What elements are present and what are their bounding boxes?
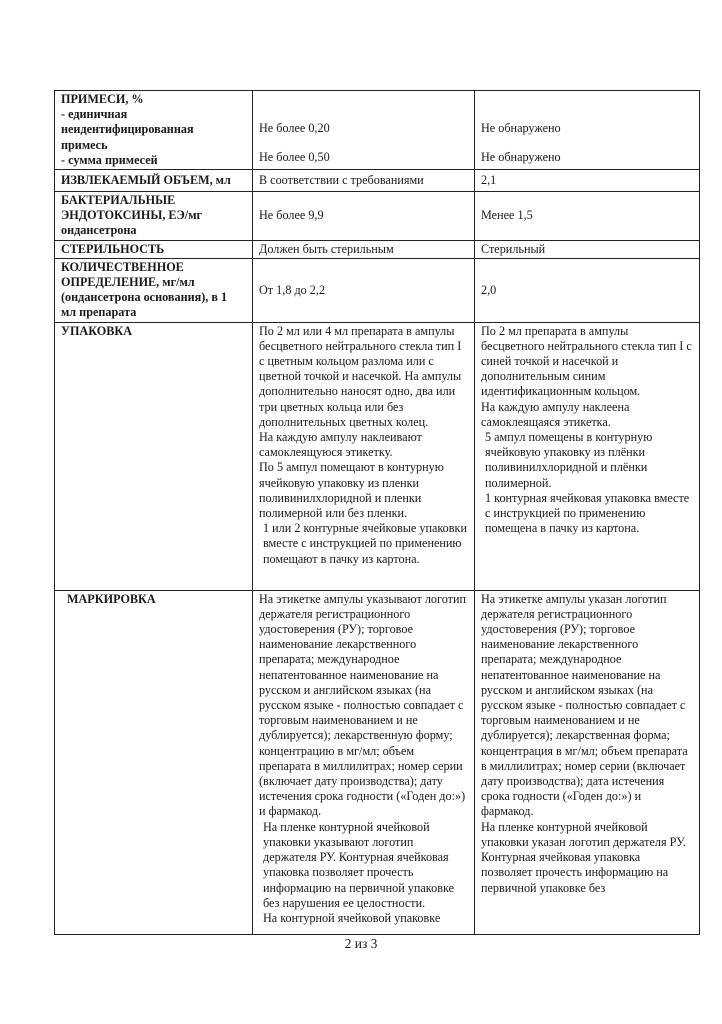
spec-paragraph: На этикетке ампулы указывают логотип держателя регистрационного удостоверения (РУ); торговое наименование лекарственного препарата; международное непатентованное наименование на русском и английском языках (на русском языке - полностью совпадает с торговым наименованием и не дублируется); лекарственную форму; концентрацию в мг/мл; объем препарата в миллилитрах; номер серии (включает дату производства); дату истечения срока годности («Годен до:») и фармакод. <box>259 591 467 819</box>
row-label: МАРКИРОВКА <box>67 591 156 606</box>
label-cell <box>55 240 253 258</box>
result-value: 2,1 <box>481 172 497 187</box>
label-line: примесь <box>61 137 108 152</box>
result-paragraph: На каждую ампулу наклеена самоклеящаяся этикетка. <box>481 399 630 429</box>
specification-table <box>54 90 700 935</box>
table-row-labelling <box>55 590 700 934</box>
label-line: БАКТЕРИАЛЬНЫЕ <box>61 193 176 208</box>
table-row-endotoxins <box>55 192 700 241</box>
row-label: УПАКОВКА <box>61 323 133 338</box>
result-paragraph: На этикетке ампулы указан логотип держателя регистрационного удостоверения (РУ); торговое наименование лекарственного препарата; международное непатентованное наименование на русском и английском языках (на русском языке - полностью совпадает с торговым наименованием и не дублируется); лекарственная форма; концентрация в мг/мл; объем препарата в миллилитрах; номер серии (включает дату производства); дата истечения срока годности («Годен до:») и фармакод. <box>481 591 688 819</box>
label-line: мл препарата <box>61 305 137 320</box>
result-paragraph: 1 контурная ячейковая упаковка вместе с инструкцией по применению помещена в пачку из картона. <box>485 490 690 536</box>
label-cell <box>55 192 253 241</box>
label-line: неидентифицированная <box>61 122 194 137</box>
result-cell <box>475 322 700 590</box>
table-row-sterility <box>55 240 700 258</box>
label-line: ОПРЕДЕЛЕНИЕ, мг/мл <box>61 275 195 290</box>
label-cell <box>55 590 253 934</box>
table-row-assay <box>55 258 700 322</box>
table-row-impurities <box>55 91 700 170</box>
spec-cell <box>253 258 475 322</box>
result-cell <box>475 192 700 241</box>
table-row-extractable-volume <box>55 170 700 192</box>
result-value: Не обнаружено <box>481 150 561 165</box>
spec-paragraph: По 2 мл или 4 мл препарата в ампулы бесцветного нейтрального стекла тип I с цветным кольцом разлома или с цветной точкой и насечкой. На ампулы дополнительно наносят одно, два или три цветных кольца или без дополнительных цветных колец. <box>259 323 462 429</box>
spec-cell <box>253 192 475 241</box>
row-label: ИЗВЛЕКАЕМЫЙ ОБЪЕМ, мл <box>61 172 231 187</box>
result-paragraph: По 2 мл препарата в ампулы бесцветного нейтрального стекла тип I с синей точкой и насечкой и дополнительным синим идентификационным кольцом. <box>481 323 692 399</box>
result-cell <box>475 91 700 170</box>
result-cell <box>475 590 700 934</box>
row-label: СТЕРИЛЬНОСТЬ <box>61 241 165 256</box>
result-cell <box>475 170 700 192</box>
spec-value: Должен быть стерильным <box>259 241 394 256</box>
label-cell <box>55 91 253 170</box>
spec-value: В соответствии с требованиями <box>259 172 424 187</box>
label-line: КОЛИЧЕСТВЕННОЕ <box>61 259 184 274</box>
label-cell <box>55 170 253 192</box>
spec-cell <box>253 322 475 590</box>
result-value: Стерильный <box>481 241 546 256</box>
result-value: Не обнаружено <box>481 121 561 135</box>
label-line: - сумма примесей <box>61 152 158 167</box>
spec-cell <box>253 170 475 192</box>
spec-cell <box>253 91 475 170</box>
spec-cell <box>253 590 475 934</box>
label-line: ондансетрона <box>61 223 137 238</box>
spec-cell <box>253 240 475 258</box>
label-line: ЭНДОТОКСИНЫ, ЕЭ/мг <box>61 208 203 223</box>
label-cell <box>55 322 253 590</box>
label-line: - единичная <box>61 107 128 122</box>
spec-value: От 1,8 до 2,2 <box>259 282 326 297</box>
result-value: 2,0 <box>481 282 497 297</box>
label-line: (ондансетрона основания), в 1 <box>61 290 228 305</box>
spec-paragraph: 1 или 2 контурные ячейковые упаковки вместе с инструкцией по применению помещают в пачку из картона. <box>263 521 467 566</box>
spec-paragraph: По 5 ампул помещают в контурную ячейковую упаковку из пленки поливинилхлоридной и пленки полимерной или без пленки. <box>259 460 444 521</box>
result-paragraph: 5 ампул помещены в контурную ячейковую упаковку из плёнки поливинилхлоридной и плёнки полимерной. <box>485 430 653 490</box>
label-cell <box>55 258 253 322</box>
result-value: Менее 1,5 <box>481 208 533 223</box>
result-paragraph: На пленке контурной ячейковой упаковки указан логотип держателя РУ. Контурная ячейковая упаковка позволяет прочесть информацию на первичной упаковке без <box>481 819 686 895</box>
spec-paragraph: На контурной ячейковой упаковке <box>263 910 441 925</box>
label-line: ПРИМЕСИ, % <box>61 92 144 106</box>
page-number: 2 из 3 <box>344 936 378 951</box>
spec-value: Не более 9,9 <box>259 208 324 223</box>
spec-paragraph: На каждую ампулу наклеивают самоклеящуюся этикетку. <box>259 430 422 460</box>
spec-value: Не более 0,50 <box>259 150 330 165</box>
result-cell <box>475 240 700 258</box>
spec-value: Не более 0,20 <box>259 121 330 135</box>
result-cell <box>475 258 700 322</box>
table-row-packaging <box>55 322 700 590</box>
spec-paragraph: На пленке контурной ячейковой упаковки указывают логотип держателя РУ. Контурная ячейковая упаковка позволяет прочесть информацию на первичной упаковке без нарушения ее целостности. <box>263 819 454 910</box>
